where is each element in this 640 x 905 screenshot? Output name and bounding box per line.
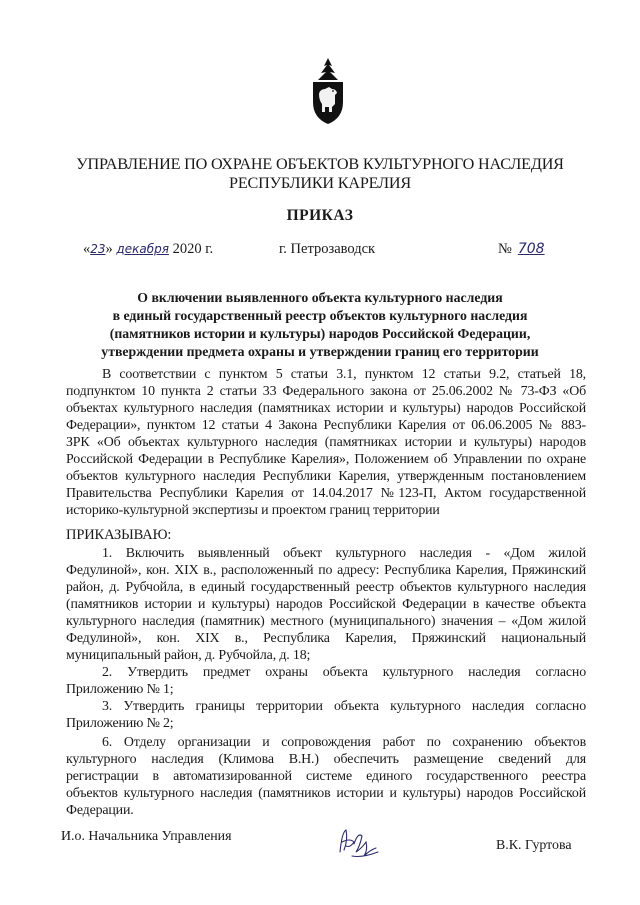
handwritten-month: декабря: [116, 242, 169, 256]
organization-name-line2: РЕСПУБЛИКИ КАРЕЛИЯ: [229, 174, 411, 192]
item-line: муниципальный район, д. Рубчойла, д. 18;: [66, 648, 311, 663]
organization-name-line1: УПРАВЛЕНИЕ ПО ОХРАНЕ ОБЪЕКТОВ КУЛЬТУРНОГО НАСЛЕДИЯ: [76, 155, 564, 173]
item-line: 6. Отделу организации и сопровождения работ по сохранению объектов: [102, 735, 586, 750]
preamble-line: Федерации», пунктом 12 статьи 4 Закона Республики Карелия от 06.06.2005 № 883-: [66, 418, 586, 433]
order-city: г. Петрозаводск: [279, 241, 376, 257]
item-line: культурного наследия (памятник) местного (муниципального) значения – «Дом жилой: [66, 614, 586, 629]
item-line: 1. Включить выявленный объект культурного наследия - «Дом жилой: [102, 546, 586, 561]
subject-line: в единый государственный реестр объектов культурного наследия: [112, 308, 528, 323]
handwritten-signature-icon: [332, 822, 384, 862]
item-line: регистрации в автоматизированной системе единого государственного реестра: [66, 769, 586, 784]
order-date: «23» декабря 2020 г.: [83, 241, 214, 257]
preamble-line: подпунктом 10 пункта 2 статьи 33 Федерального закона от 25.06.2002 № 73-ФЗ «Об: [66, 384, 586, 399]
karelia-coat-of-arms-icon: [308, 58, 348, 126]
item-line: Приложению № 2;: [66, 716, 174, 731]
preamble-line: историко-культурной экспертизы и проектом границ территории: [66, 503, 440, 518]
item-line: Приложению № 1;: [66, 682, 174, 697]
signatory-name: В.К. Гуртова: [496, 838, 572, 853]
order-number: № 708: [498, 241, 545, 257]
item-line: объектов культурного наследия (памятников истории и культуры) народов Российской: [66, 786, 586, 801]
item-line: (памятников истории и культуры) народов Российской Федерации в качестве объекта: [66, 597, 586, 612]
item-line: 3. Утвердить границы территории объекта культурного наследия согласно: [102, 699, 586, 714]
signatory-position: И.о. Начальника Управления: [61, 829, 232, 844]
handwritten-day: 23: [90, 242, 106, 256]
preamble-line: объектов культурного наследия Республики Карелия, утвержденным постановлением: [66, 469, 586, 484]
order-year: 2020 г.: [172, 241, 214, 257]
preamble-line: ЗРК «Об объектах культурного наследия (памятниках истории и культуры) народов: [66, 435, 586, 450]
document-type-heading: ПРИКАЗ: [286, 207, 354, 224]
order-word: ПРИКАЗЫВАЮ:: [66, 527, 172, 543]
item-line: Федулиной», кон. XIX в., Республика Карелия, Пряжинский национальный: [66, 631, 586, 646]
preamble-line: объектах культурного наследия (памятниках истории и культуры) народов Российской: [66, 401, 586, 416]
subject-line: (памятников истории и культуры) народов Российской Федерации,: [109, 326, 531, 341]
subject-line: утверждении предмета охраны и утверждении границ его территории: [101, 344, 539, 359]
subject-line: О включении выявленного объекта культурного наследия: [137, 290, 503, 305]
preamble-line: Российской Федерации в Республике Карелия», Положением об Управлении по охране: [66, 452, 586, 467]
item-line: Федулиной», кон. XIX в., расположенный по адресу: Республика Карелия, Пряжинский: [66, 563, 586, 578]
item-line: Федерации.: [66, 803, 134, 818]
handwritten-number: 708: [517, 241, 545, 257]
item-line: 2. Утвердить предмет охраны объекта культурного наследия согласно: [102, 665, 586, 680]
item-line: район, д. Рубчойла, в единый государственный реестр объектов культурного наследия: [66, 580, 586, 595]
preamble-line: В соответствии с пунктом 5 статьи 3.1, пунктом 12 статьи 9.2, статьей 18,: [102, 367, 586, 382]
item-line: культурного наследия (Климова В.Н.) обеспечить размещение сведений для: [66, 752, 586, 767]
preamble-line: Правительства Республики Карелия от 14.04.2017 №123-П, Актом государственной: [66, 486, 586, 501]
